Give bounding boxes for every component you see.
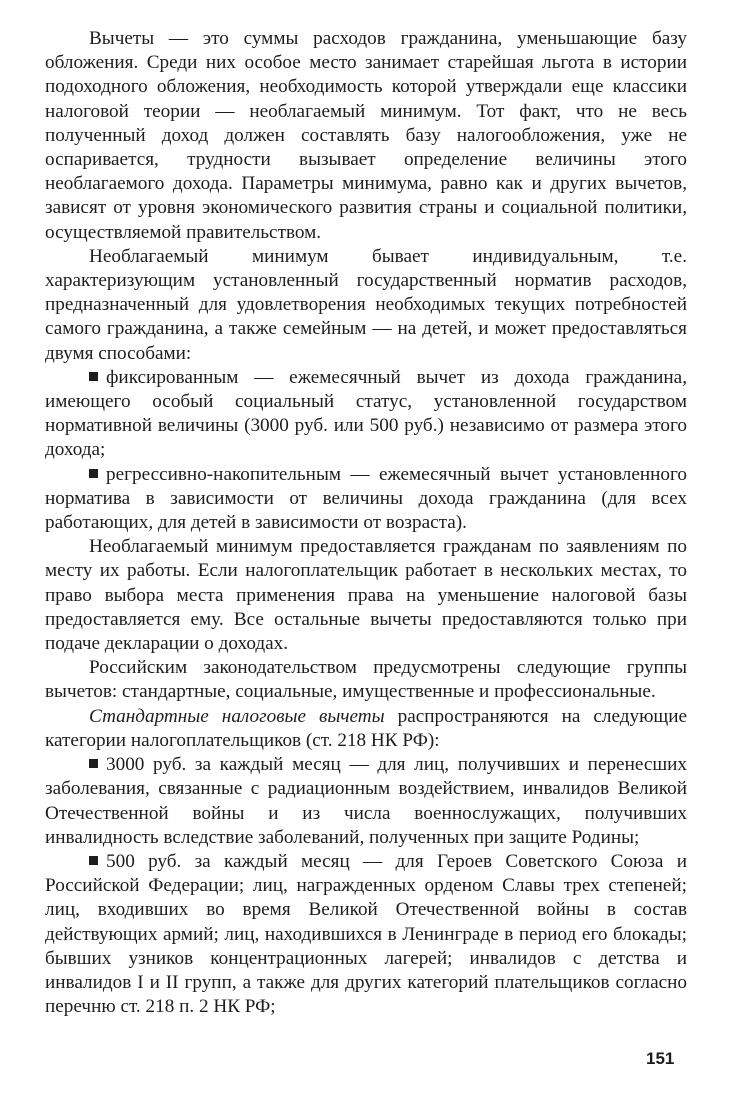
bullet-text: 500 руб. за каждый месяц — для Героев Советского Союза и Российской Федерации; лиц, награжденных орденом Славы трех степеней; лиц, входивших во время Великой Отечественной войны в состав действующих армий; лиц, находившихся в Ленинграде в период его блокады; бывших узников концентрационных лагерей; инвалидов с детства и инвалидов I и II групп, а также для других категорий плательщиков согласно перечню ст. 218 п. 2 НК РФ; [45,850,687,1018]
bullet-text: регрессивно-накопительным — ежемесячный вычет установленного норматива в зависимости от величины дохода гражданина (для всех работающих, для детей в зависимости от возраста). [45,463,687,534]
page-body [45,27,687,1019]
square-bullet-icon [89,856,98,865]
paragraph-text: Необлагаемый минимум предоставляется гражданам по заявлениям по месту их работы. Если налогоплательщик работает в нескольких местах, то право выбора места применения права на уменьшение налоговой базы предоставляется ему. Все остальные вычеты предоставляются только при подаче декларации о доходах. [45,536,687,655]
square-bullet-icon [89,469,98,478]
page-number: 151 [646,1049,675,1068]
paragraph-text: Российским законодательством предусмотрены следующие группы вычетов: стандартные, социальные, имущественные и профессиональные. [45,657,687,703]
paragraph-application [45,535,687,656]
paragraph-standard-deductions [45,705,687,753]
square-bullet-icon [89,372,98,381]
bullet-item-3000 [45,753,687,850]
paragraph-text: Необлагаемый минимум бывает индивидуальным, т.е. характеризующим установленный государственный норматив расходов, предназначенный для удовлетворения необходимых текущих потребностей самого гражданина, а также семейным — на детей, и может предоставляться двумя способами: [45,245,687,364]
paragraph-deductions-intro [45,27,687,245]
italic-term: Стандартные налоговые вычеты [89,705,385,727]
bullet-text: 3000 руб. за каждый месяц — для лиц, получивших и перенесших заболевания, связанные с радиационным воздействием, инвалидов Великой Отечественной войны и из числа военнослужащих, получивших инвалидность вследствие заболеваний, полученных при защите Родины; [45,754,687,848]
bullet-item-regressive [45,463,687,536]
paragraph-deduction-groups [45,656,687,704]
square-bullet-icon [89,759,98,768]
paragraph-nontaxable-minimum [45,245,687,366]
paragraph-text: распространяются на следующие категории налогоплательщиков (ст. 218 НК РФ): [45,705,687,751]
bullet-item-fixed [45,366,687,463]
bullet-item-500 [45,850,687,1019]
bullet-text: фиксированным — ежемесячный вычет из дохода гражданина, имеющего особый социальный статус, установленной государством нормативной величины (3000 руб. или 500 руб.) независимо от размера этого дохода; [45,366,687,461]
paragraph-text: Вычеты — это суммы расходов гражданина, уменьшающие базу обложения. Среди них особое место занимает старейшая льгота в истории подоходного обложения, необходимость которой утверждали еще классики налоговой теории — необлагаемый минимум. Тот факт, что не весь полученный доход должен составлять базу налогообложения, уже не оспаривается, трудности вызывает определение величины этого необлагаемого дохода. Параметры минимума, равно как и других вычетов, зависят от уровня экономического развития страны и социальной политики, осуществляемой правительством. [45,28,687,243]
